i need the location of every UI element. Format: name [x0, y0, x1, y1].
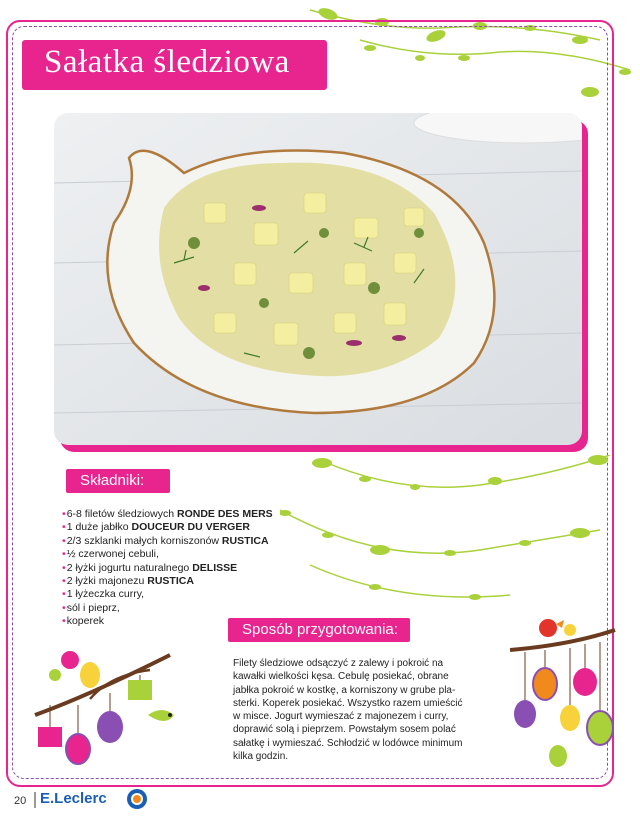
- page-number: 20: [14, 795, 27, 807]
- ingredient-item: • ½ czerwonej cebuli,: [62, 548, 273, 561]
- easter-eggs-left-illustration: [30, 635, 180, 775]
- ingredients-heading: Składniki:: [80, 472, 145, 489]
- preparation-heading-banner: [228, 618, 410, 642]
- ingredients-heading-banner: [66, 469, 170, 493]
- ingredient-item: • 2 łyżki majonezu RUSTICA: [62, 575, 273, 588]
- preparation-heading: Sposób przygotowania:: [242, 621, 398, 638]
- leclerc-logo-icon: [127, 789, 147, 809]
- ingredients-list: [62, 508, 273, 629]
- vine-decoration-middle: [280, 455, 620, 605]
- preparation-text: Filety śledziowe odsączyć z zalewy i pokroić na kawałki wielkości kęsa. Cebulę posiekać, obrane jabłka pokroić w kostkę, a korniszony w grube pla- sterki. Koperek posiekać. Wszystko razem umieścić w misce. Jogurt wymieszać z majonezem i curry, doprawić solą i pieprzem. Powstałym sosem polać sałatkę i wymieszać. Schłodzić w lodówce minimum kilka godzin.: [233, 658, 463, 763]
- ingredient-item: • 2 łyżki jogurtu naturalnego DELISSE: [62, 562, 273, 575]
- page-title: Sałatka śledziowa: [44, 44, 290, 80]
- ingredient-item: • 6-8 filetów śledziowych RONDE DES MERS: [62, 508, 273, 521]
- brand-name: E.Leclerc: [40, 790, 107, 807]
- ingredient-item: • koperek: [62, 615, 273, 628]
- title-banner: [22, 40, 327, 90]
- salad-photo: [54, 113, 582, 445]
- ingredient-item: • 1 duże jabłko DOUCEUR DU VERGER: [62, 521, 273, 534]
- ingredient-item: • 2/3 szklanki małych korniszonów RUSTICA: [62, 535, 273, 548]
- ingredient-item: • sól i pieprz,: [62, 602, 273, 615]
- easter-eggs-right-illustration: [510, 610, 620, 770]
- ingredient-item: • 1 łyżeczka curry,: [62, 588, 273, 601]
- footer-divider: [34, 792, 36, 808]
